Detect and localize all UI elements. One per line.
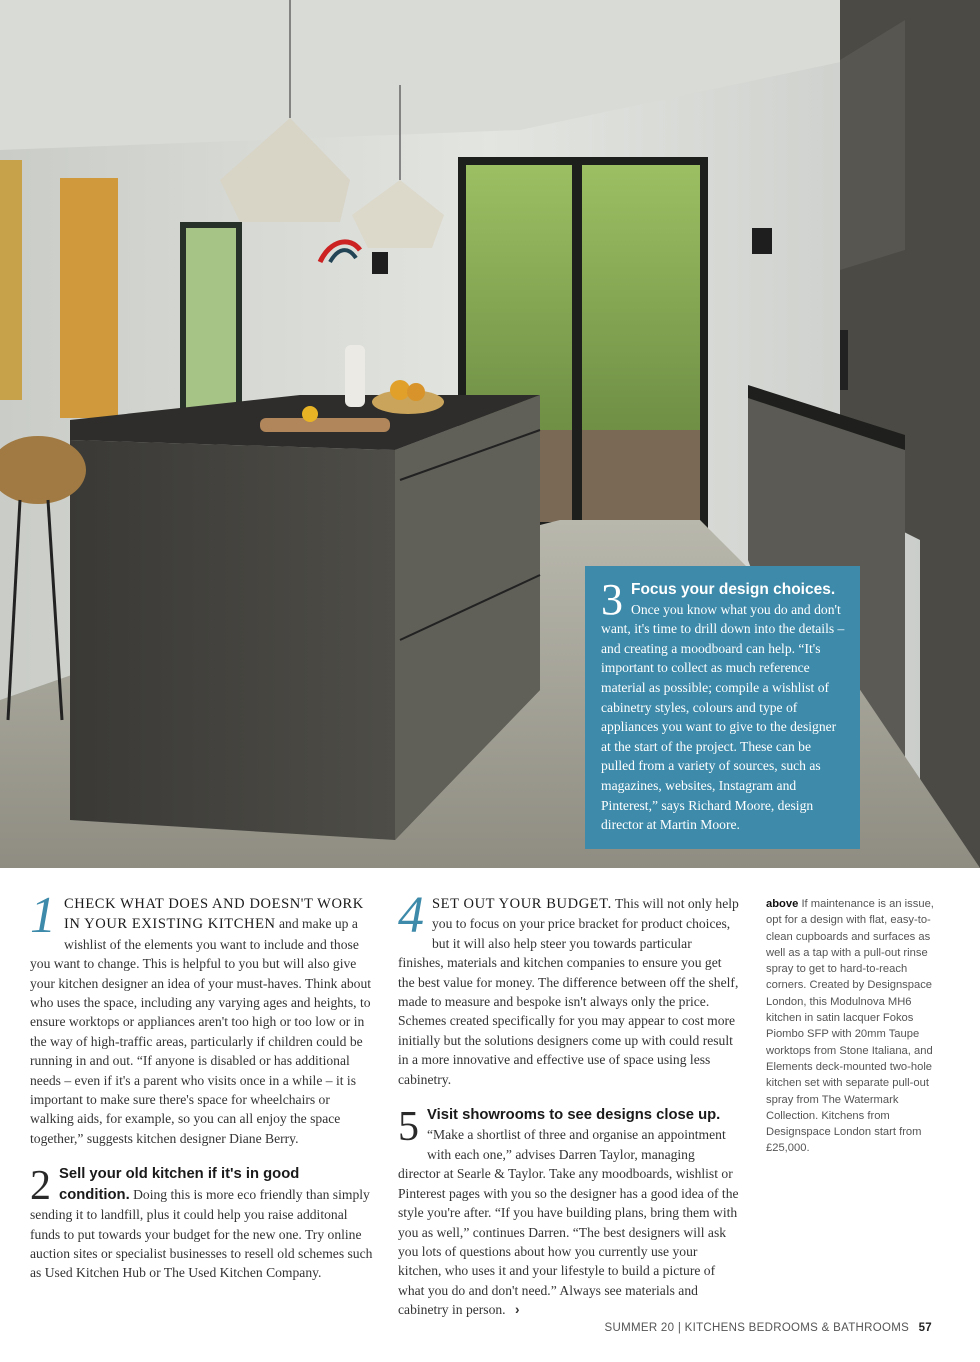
column-middle xyxy=(398,887,740,1332)
callout-box xyxy=(585,566,860,849)
tip-1-body: and make up a wishlist of the elements you want to include and those you want to change. This is helpful to you but will also give your kitchen designer an idea of your must-haves. Think about who uses the space, including any varying ages and heights, to ensure worktops or appliances aren't too high or too low or in the way of high-traffic areas, particularly if children could be running in and out. “If anyone is disabled or has additional needs – even if it's a parent who visits once in a while – it is important to make sure there's space for wheelchairs or walking aids, for example, so you can all enjoy the space together,” suggests kitchen designer Diane Berry. xyxy=(30,916,372,1146)
tip-4-heading: SET OUT YOUR BUDGET. xyxy=(432,896,612,912)
tip-4-number: 4 xyxy=(398,887,424,944)
photo-caption xyxy=(766,896,934,1157)
callout-paragraph xyxy=(601,575,846,835)
footer-issue: SUMMER 20 xyxy=(604,1322,675,1334)
callout-heading: Focus your design choices. xyxy=(631,581,836,598)
tip-2-number: 2 xyxy=(30,1163,51,1210)
tip-2 xyxy=(30,1164,374,1282)
column-left xyxy=(30,887,374,1295)
tip-1-heading: CHECK WHAT DOES AND DOESN'T WORK IN YOUR EXISTING KITCHEN xyxy=(64,896,364,933)
tip-2-heading: Sell your old kitchen if it's in good condition. xyxy=(59,1166,300,1203)
tip-1 xyxy=(30,887,374,1148)
page-number: 57 xyxy=(918,1322,932,1334)
tip-4-body: This will not only help you to focus on your price bracket for product choices, but it will also help steer you towards particular finishes, materials and kitchen companies to ensure you get the best value for money. The difference between off the shelf, made to measure and bespoke isn't always only the price. Schemes created specifically for you may appear to cost more initially but the solutions designers come up with could result in a more innovative and effective use of space using less cabinetry. xyxy=(398,896,739,1087)
footer-divider: | xyxy=(677,1322,685,1334)
tip-5-number: 5 xyxy=(398,1104,419,1151)
caption-text: If maintenance is an issue, opt for a design with flat, easy-to-clean cupboards and surfaces as well as a tap with a pull-out rinse spray to get to hard-to-reach corners. Created by Designspace London, this Modulnova MH6 kitchen in satin lacquer Fokos Piombo SFP with 20mm Taupe worktops from Stone Italiana, and Elements deck-mounted two-hole kitchen set with separate pull-out spray from The Watermark Collection. Kitchens from Designspace London start from £25,000. xyxy=(766,898,934,1155)
tip-5 xyxy=(398,1105,740,1319)
tip-2-body: Doing this is more eco friendly than simply sending it to landfill, plus it could help you raise additonal funds to put towards your budget for the new one. Try online auction sites or specialist businesses to resell old schemes such as Used Kitchen Hub or The Used Kitchen Company. xyxy=(30,1186,373,1281)
footer-magazine: KITCHENS BEDROOMS & BATHROOMS xyxy=(684,1322,910,1334)
continue-arrow-icon: › xyxy=(515,1302,520,1318)
tip-4 xyxy=(398,887,740,1089)
callout-number: 3 xyxy=(601,575,623,624)
tip-5-body: “Make a shortlist of three and organise an appointment with each one,” advises Darren Taylor, managing director at Searle & Taylor. Take any moodboards, wishlist or Pinterest pages with you so the designer has a good idea of the style you're after. “If you have building plans, bring them with you as well,” continues Darren. “The best designers will ask you lots of questions about how you currently use your kitchen, who uses it and your lifestyle to build a picture of what you do and don't need.” Always see materials and cabinetry in person. xyxy=(398,1127,739,1318)
caption-label: above xyxy=(766,898,799,910)
tip-1-number: 1 xyxy=(30,887,56,944)
tip-5-heading: Visit showrooms to see designs close up. xyxy=(427,1107,721,1124)
callout-body: Once you know what you do and don't want, it's time to drill down into the details – and creating a moodboard can help. “It's important to collect as much reference material as possible; compile a wishlist of cabinetry styles, colours and type of appliances you want to give to the designer at the start of the project. These can be pulled from a variety of sources, such as magazines, websites, Instagram and Pinterest,” says Richard Moore, design director at Martin Moore. xyxy=(601,601,845,833)
page-footer xyxy=(605,1322,932,1334)
